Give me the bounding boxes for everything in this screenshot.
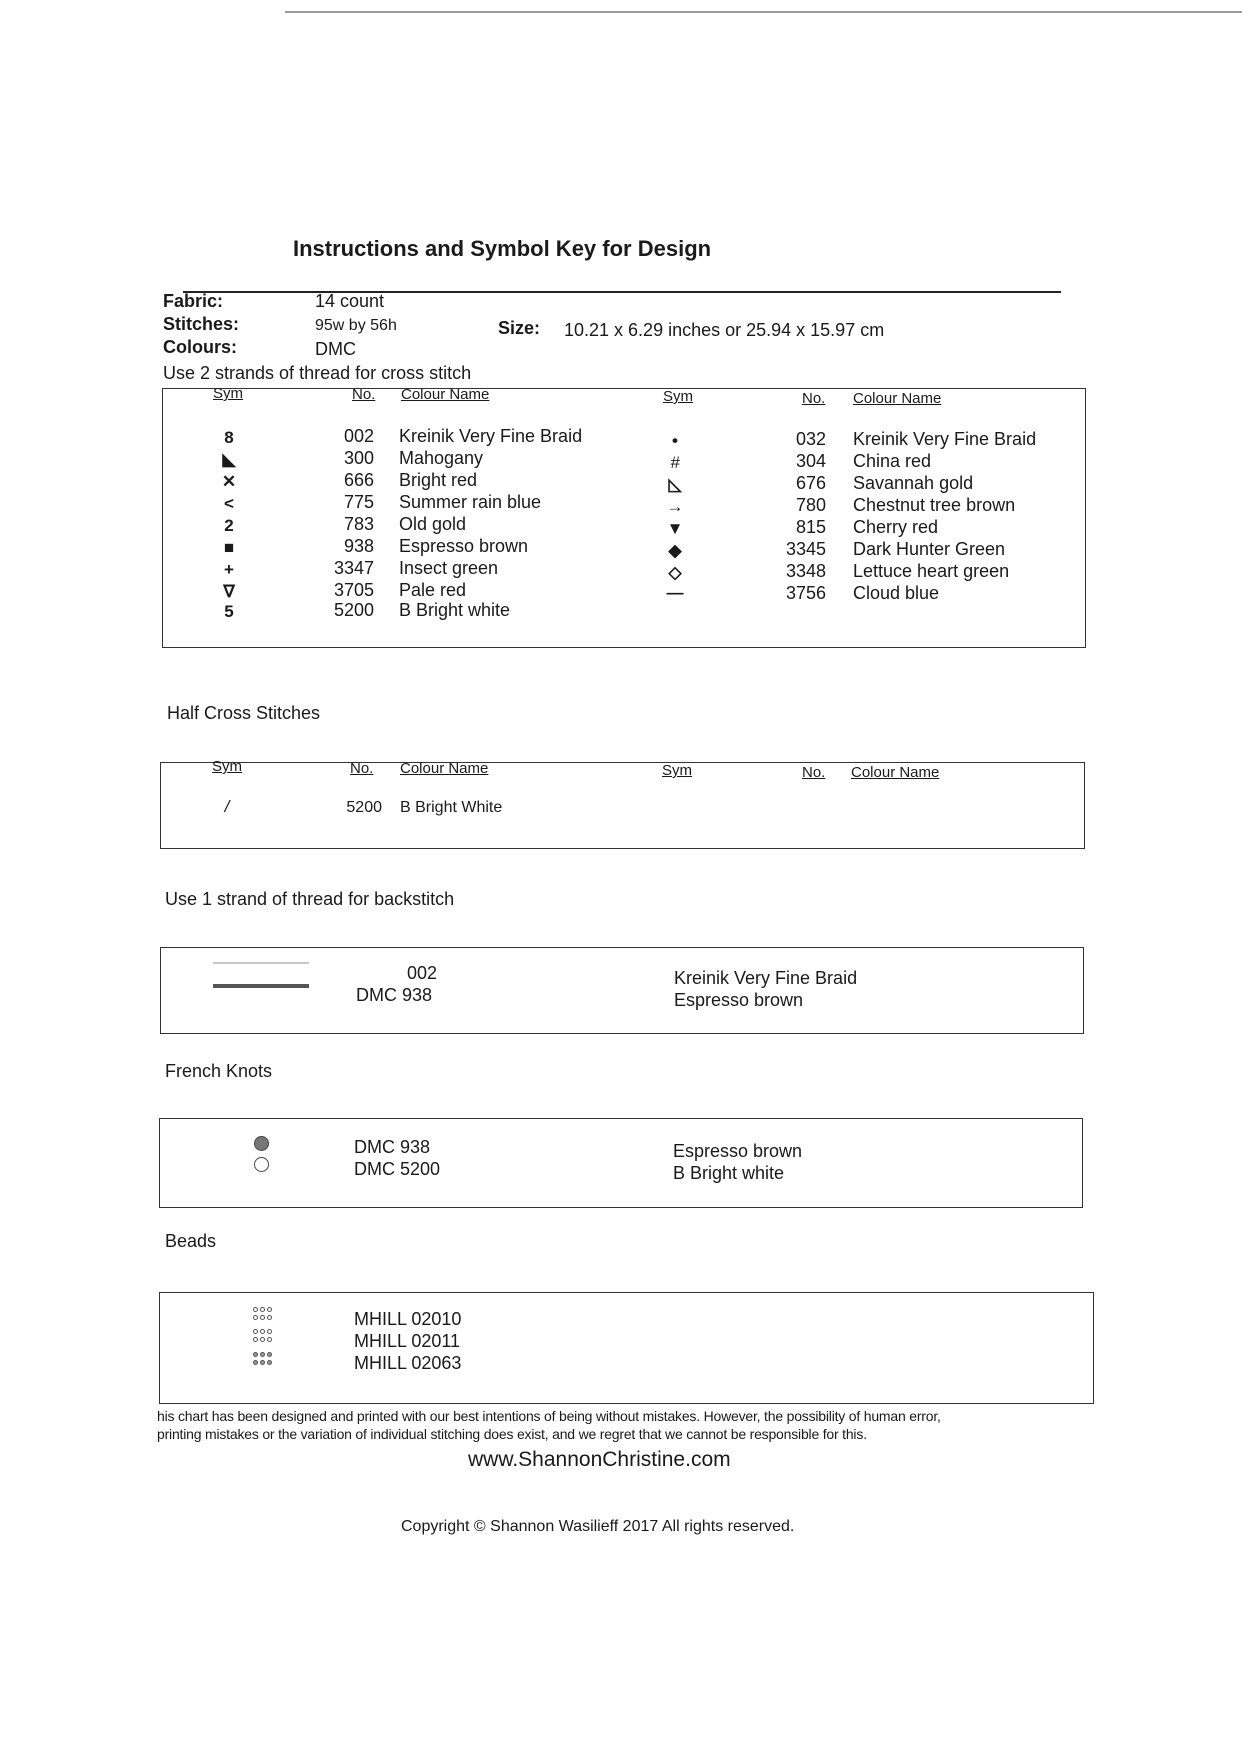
size-value: 10.21 x 6.29 inches or 25.94 x 15.97 cm bbox=[564, 320, 885, 340]
backstitch-heading: Use 1 strand of thread for backstitch bbox=[165, 889, 455, 909]
colour-name: B Bright white bbox=[399, 600, 511, 620]
symbol-icon: — bbox=[666, 583, 684, 602]
symbol-icon: ∇ bbox=[223, 582, 235, 601]
open-knot-icon bbox=[254, 1157, 269, 1172]
colour-name: Cherry red bbox=[853, 517, 939, 537]
website-link[interactable]: www.ShannonChristine.com bbox=[468, 1448, 731, 1471]
beads-heading: Beads bbox=[165, 1231, 217, 1251]
thread-number: 3347 bbox=[333, 558, 374, 578]
half-right-name-header: Colour Name bbox=[851, 764, 940, 781]
thread-number: 304 bbox=[795, 451, 826, 471]
half-right-no-header: No. bbox=[802, 764, 826, 781]
cross-stitch-key-box bbox=[162, 388, 1086, 648]
cross-right-name-header: Colour Name bbox=[853, 390, 942, 407]
symbol-icon: ◆ bbox=[668, 541, 682, 560]
thread-number: 666 bbox=[343, 470, 374, 490]
symbol-icon: 8 bbox=[224, 428, 234, 447]
colour-name: China red bbox=[853, 451, 932, 471]
thread-number: 3348 bbox=[785, 561, 826, 581]
fabric-label: Fabric: bbox=[163, 291, 224, 311]
thread-number: 783 bbox=[343, 514, 374, 534]
knot-code: DMC 938 bbox=[354, 1137, 431, 1157]
symbol-icon: ▼ bbox=[666, 519, 684, 538]
backstitch-key-box bbox=[160, 947, 1084, 1034]
symbol-icon: ✕ bbox=[221, 472, 237, 491]
french-knots-heading: French Knots bbox=[165, 1061, 273, 1081]
thread-number: 3756 bbox=[785, 583, 826, 603]
thread-number: 002 bbox=[343, 426, 374, 446]
espresso-line-swatch bbox=[213, 984, 309, 988]
half-left-name-header: Colour Name bbox=[400, 760, 489, 777]
colour-name: Old gold bbox=[399, 514, 467, 534]
stitches-label: Stitches: bbox=[163, 314, 240, 334]
symbol-icon: 5 bbox=[224, 602, 234, 621]
cross-stitch-heading: Use 2 strands of thread for cross stitch bbox=[163, 363, 472, 383]
backstitch-name: Espresso brown bbox=[674, 990, 804, 1010]
symbol-icon: ◺ bbox=[668, 475, 682, 494]
symbol-icon: + bbox=[224, 560, 234, 579]
copyright-notice: Copyright © Shannon Wasilieff 2017 All rights reserved. bbox=[401, 1518, 795, 1535]
colour-name: Espresso brown bbox=[399, 536, 529, 556]
page-title: Instructions and Symbol Key for Design bbox=[293, 236, 712, 261]
cross-right-no-header: No. bbox=[802, 390, 826, 407]
knot-name: Espresso brown bbox=[673, 1141, 803, 1161]
colours-label: Colours: bbox=[163, 337, 237, 357]
size-label: Size: bbox=[498, 318, 541, 338]
colours-value: DMC bbox=[315, 339, 356, 359]
symbol-icon: • bbox=[672, 431, 678, 450]
half-cross-key-box bbox=[160, 762, 1085, 849]
thread-number: 032 bbox=[795, 429, 826, 449]
symbol-icon: < bbox=[224, 494, 234, 513]
cross-left-sym-header: Sym bbox=[213, 385, 243, 402]
cross-left-no-header: No. bbox=[352, 386, 376, 403]
thread-number: 815 bbox=[795, 517, 826, 537]
knot-name: B Bright white bbox=[673, 1163, 785, 1183]
thread-number: 775 bbox=[343, 492, 374, 512]
colour-name: B Bright White bbox=[400, 799, 503, 816]
colour-name: Mahogany bbox=[399, 448, 484, 468]
half-left-sym-header: Sym bbox=[212, 758, 242, 775]
colour-name: Pale red bbox=[399, 580, 467, 600]
thread-number: 5200 bbox=[346, 799, 382, 816]
half-cross-heading: Half Cross Stitches bbox=[167, 703, 321, 723]
colour-name: Summer rain blue bbox=[399, 492, 542, 512]
cross-right-sym-header: Sym bbox=[663, 388, 693, 405]
thread-number: 780 bbox=[795, 495, 826, 515]
thread-number: 300 bbox=[343, 448, 374, 468]
colour-name: Bright red bbox=[399, 470, 478, 490]
knot-code: DMC 5200 bbox=[354, 1159, 441, 1179]
thread-number: 3345 bbox=[785, 539, 826, 559]
disclaimer-line-1: his chart has been designed and printed with our best intentions of being without mistakes. However, the possibility of human error, bbox=[157, 1408, 941, 1424]
symbol-icon: / bbox=[224, 797, 230, 816]
filled-knot-icon bbox=[254, 1136, 269, 1151]
cross-left-name-header: Colour Name bbox=[401, 386, 490, 403]
bead-code: MHILL 02010 bbox=[354, 1309, 462, 1329]
colour-name: Insect green bbox=[399, 558, 499, 578]
symbol-icon: ■ bbox=[223, 538, 235, 557]
symbol-icon: # bbox=[670, 453, 680, 472]
beads-key-box bbox=[159, 1292, 1094, 1404]
bead-code: MHILL 02063 bbox=[354, 1353, 462, 1373]
thread-number: 3705 bbox=[333, 580, 374, 600]
colour-name: Chestnut tree brown bbox=[853, 495, 1016, 515]
half-left-no-header: No. bbox=[350, 760, 374, 777]
symbol-icon: ◇ bbox=[668, 563, 682, 582]
backstitch-code: DMC 938 bbox=[356, 985, 433, 1005]
stitches-value: 95w by 56h bbox=[315, 317, 397, 334]
thread-number: 938 bbox=[343, 536, 374, 556]
symbol-icon: ◣ bbox=[222, 450, 236, 469]
disclaimer-line-2: printing mistakes or the variation of individual stitching does exist, and we regret that we cannot be responsible for this. bbox=[157, 1426, 867, 1442]
kreinik-line-swatch bbox=[213, 962, 309, 964]
bead-code: MHILL 02011 bbox=[354, 1331, 461, 1351]
colour-name: Kreinik Very Fine Braid bbox=[853, 429, 1037, 449]
thread-number: 5200 bbox=[333, 600, 374, 620]
symbol-icon: 2 bbox=[224, 516, 234, 535]
colour-name: Dark Hunter Green bbox=[853, 539, 1006, 559]
colour-name: Savannah gold bbox=[853, 473, 974, 493]
colour-name: Kreinik Very Fine Braid bbox=[399, 426, 583, 446]
fabric-value: 14 count bbox=[315, 291, 385, 311]
backstitch-name: Kreinik Very Fine Braid bbox=[674, 968, 858, 988]
symbol-icon: → bbox=[666, 497, 684, 516]
thread-number: 676 bbox=[795, 473, 826, 493]
colour-name: Cloud blue bbox=[853, 583, 940, 603]
colour-name: Lettuce heart green bbox=[853, 561, 1010, 581]
scan-top-edge-line bbox=[285, 11, 1242, 13]
backstitch-code: 002 bbox=[407, 963, 438, 983]
half-right-sym-header: Sym bbox=[662, 762, 692, 779]
french-knots-key-box bbox=[159, 1118, 1083, 1208]
